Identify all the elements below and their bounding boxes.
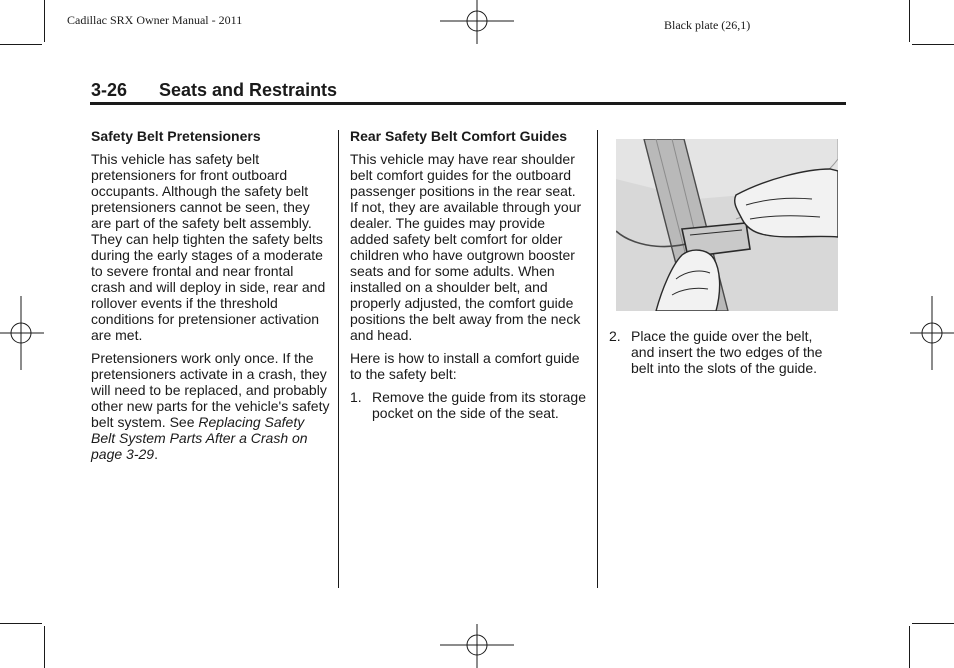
comfort-guide-illustration [616, 139, 838, 311]
page-number: 3-26 [91, 80, 128, 100]
step-number: 2. [609, 328, 621, 344]
manual-title: Cadillac SRX Owner Manual - 2011 [67, 13, 243, 27]
crop-mark [0, 44, 42, 45]
heading-pretensioners: Safety Belt Pretensioners [91, 128, 261, 144]
crop-mark [44, 626, 45, 668]
crop-mark [909, 0, 910, 42]
paragraph: Here is how to install a comfort guide to the safety belt: [350, 350, 580, 382]
crop-mark [909, 626, 910, 668]
registration-mark-bottom [440, 624, 516, 668]
paragraph [91, 350, 331, 462]
list-item [609, 328, 837, 376]
registration-mark-left [0, 296, 44, 372]
header-rule [90, 102, 846, 105]
column-divider [338, 130, 339, 588]
registration-mark-right [910, 296, 954, 372]
cross-reference-link[interactable]: Replacing Safety Belt System Parts After a Crash on page 3-29 [91, 414, 308, 462]
crop-mark [0, 623, 42, 624]
registration-mark-top [440, 0, 516, 44]
list-item [350, 389, 586, 421]
column-3 [609, 328, 837, 383]
paragraph: This vehicle may have rear shoulder belt comfort guides for the outboard passenger positions in the rear seat. If not, they are available through your dealer. The guides may provide added safety belt comfort for older children who have outgrown booster seats and for some adults. When installed on a shoulder belt, and properly adjusted, the comfort guide positions the belt away from the neck and head. [350, 151, 582, 343]
crop-mark [44, 0, 45, 42]
paragraph: This vehicle has safety belt pretensioners for front outboard occupants. Although the safety belt pretensioners cannot be seen, they are part of the safety belt assembly. They can help tighten the safety belts during the early stages of a moderate to severe frontal and near frontal crash and will deploy in side, rear and rollover events if the threshold conditions for pretensioner activation are met. [91, 151, 326, 343]
crop-mark [912, 44, 954, 45]
paragraph-end: . [154, 446, 158, 462]
plate-label: Black plate (26,1) [664, 18, 751, 32]
column-2 [350, 127, 586, 428]
step-number: 1. [350, 389, 362, 405]
crop-mark [912, 623, 954, 624]
step-text: Place the guide over the belt, and insert the two edges of the belt into the slots of the guide. [631, 328, 823, 376]
column-1 [91, 127, 331, 469]
paragraph-text: Pretensioners work only once. If the pretensioners activate in a crash, they will need to be replaced, and probably other new parts for the vehicle's safety belt system. See [91, 350, 330, 430]
heading-comfort-guides: Rear Safety Belt Comfort Guides [350, 128, 568, 144]
column-divider [597, 130, 598, 588]
step-text: Remove the guide from its storage pocket on the side of the seat. [372, 389, 586, 421]
section-title: Seats and Restraints [159, 80, 338, 100]
